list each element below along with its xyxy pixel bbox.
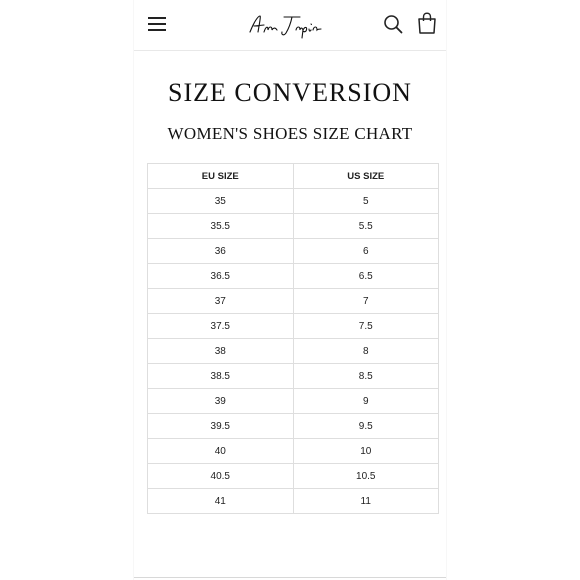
eu-size-cell: 40 [148,439,294,464]
eu-size-cell: 36.5 [148,264,294,289]
table-row [148,289,439,314]
us-size-cell: 5.5 [293,214,439,239]
table-row [148,464,439,489]
us-size-cell: 7 [293,289,439,314]
us-size-cell: 5 [293,189,439,214]
search-icon[interactable] [383,14,403,34]
eu-size-cell: 38 [148,339,294,364]
table-row [148,339,439,364]
table-row [148,314,439,339]
us-size-cell: 10 [293,439,439,464]
table-row [148,214,439,239]
eu-size-cell: 35.5 [148,214,294,239]
us-size-cell: 6 [293,239,439,264]
table-row [148,239,439,264]
eu-size-cell: 35 [148,189,294,214]
table-row [148,389,439,414]
eu-size-cell: 37 [148,289,294,314]
size-conversion-table [147,163,439,514]
page-container [134,0,446,580]
table-row [148,414,439,439]
table-header-row [148,164,439,189]
page-subtitle: WOMEN'S SHOES SIZE CHART [167,124,413,143]
footer-divider [134,577,446,578]
eu-size-cell: 39.5 [148,414,294,439]
table-row [148,264,439,289]
table-row [148,364,439,389]
eu-size-cell: 36 [148,239,294,264]
us-size-cell: 9 [293,389,439,414]
column-header-eu: EU SIZE [148,164,294,189]
shopping-bag-icon[interactable] [417,12,437,34]
us-size-cell: 6.5 [293,264,439,289]
us-size-cell: 11 [293,489,439,514]
brand-logo-script [244,8,336,42]
column-header-us: US SIZE [293,164,439,189]
eu-size-cell: 39 [148,389,294,414]
eu-size-cell: 40.5 [148,464,294,489]
page-title: SIZE CONVERSION [168,78,412,107]
us-size-cell: 7.5 [293,314,439,339]
hamburger-menu-icon[interactable] [148,15,168,33]
us-size-cell: 8.5 [293,364,439,389]
brand-logo[interactable] [244,8,336,42]
table-row [148,189,439,214]
us-size-cell: 10.5 [293,464,439,489]
table-row [148,489,439,514]
us-size-cell: 8 [293,339,439,364]
eu-size-cell: 37.5 [148,314,294,339]
site-header [134,0,446,51]
table-row [148,439,439,464]
eu-size-cell: 41 [148,489,294,514]
us-size-cell: 9.5 [293,414,439,439]
eu-size-cell: 38.5 [148,364,294,389]
